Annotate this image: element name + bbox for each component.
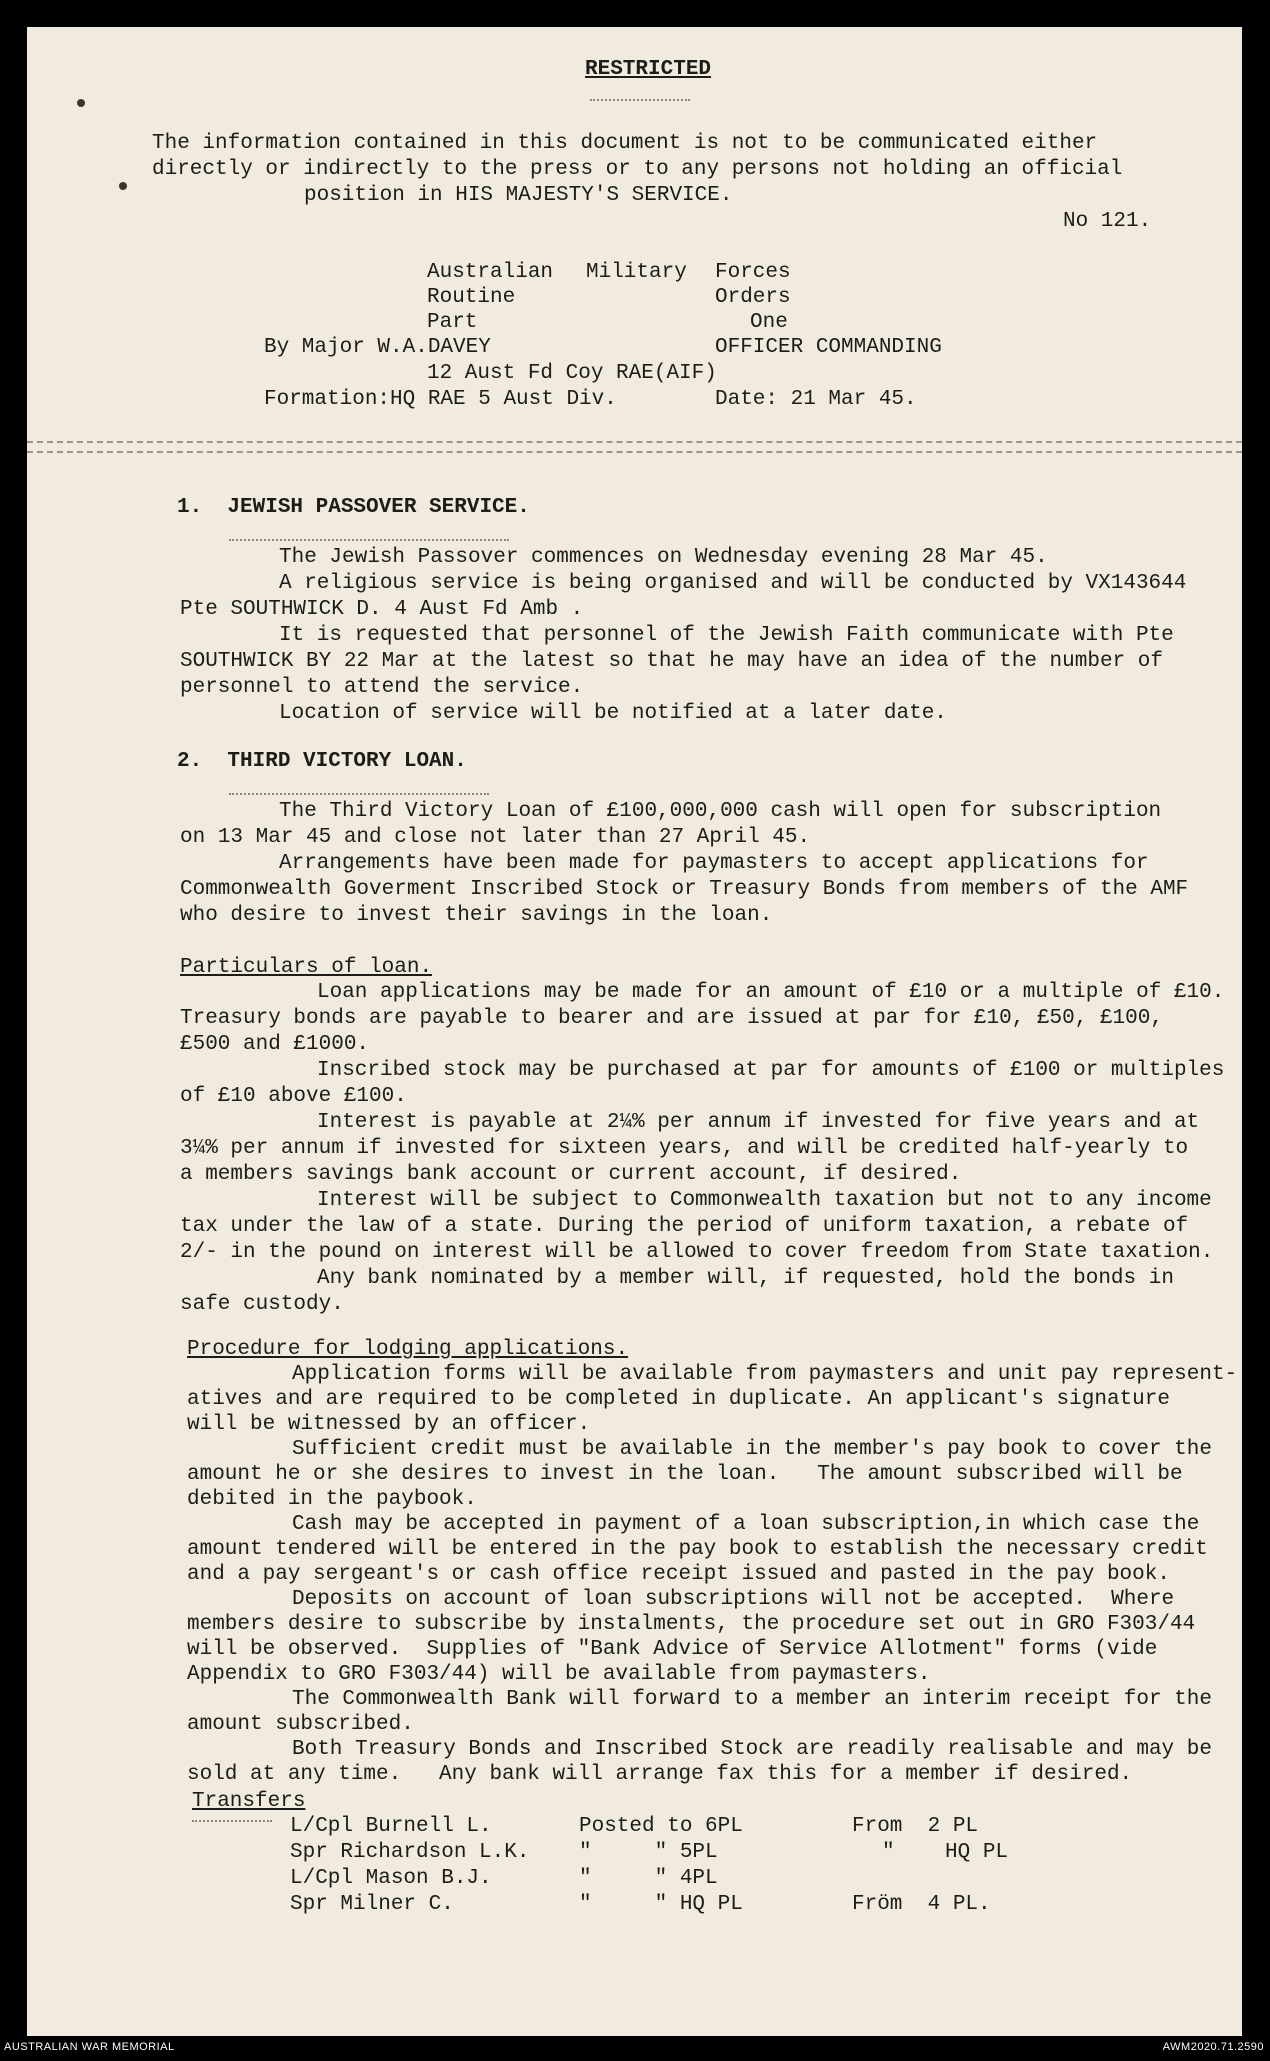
section-1-line: A religious service is being organised and will be conducted by VX143644	[279, 572, 1187, 595]
particulars-line: Loan applications may be made for an amount of £10 or a multiple of £10.	[317, 981, 1225, 1004]
particulars-line: a members savings bank account or current account, if desired.	[180, 1163, 962, 1186]
punch-hole	[77, 99, 85, 107]
particulars-line: 3¼% per annum if invested for sixteen years, and will be credited half-yearly to	[180, 1137, 1189, 1160]
document-page	[27, 27, 1242, 2036]
procedure-line: Application forms will be available from paymasters and unit pay represent-	[292, 1363, 1238, 1386]
title-orders: Orders	[715, 286, 791, 309]
particulars-line: Inscribed stock may be purchased at par for amounts of £100 or multiples	[317, 1059, 1225, 1082]
transfer-to: Posted to 6PL	[579, 1815, 743, 1838]
title-routine: Routine	[427, 286, 516, 309]
section-2-line: The Third Victory Loan of £100,000,000 cash will open for subscription	[279, 800, 1162, 823]
transfer-from: From 2 PL	[852, 1815, 979, 1838]
section-2-line: Commonwealth Goverment Inscribed Stock or Treasury Bonds from members of the AMF	[180, 878, 1189, 901]
transfer-to: " " HQ PL	[579, 1893, 743, 1916]
section-1-line: The Jewish Passover commences on Wednesday evening 28 Mar 45.	[279, 546, 1048, 569]
order-date: Date: 21 Mar 45.	[715, 388, 917, 411]
warning-line-1: The information contained in this document is not to be communicated either	[152, 132, 1098, 155]
section-1-line: Location of service will be notified at a later date.	[279, 702, 947, 725]
officer-commanding: OFFICER COMMANDING	[715, 336, 942, 359]
procedure-line: will be observed. Supplies of "Bank Advice of Service Allotment" forms (vide	[187, 1638, 1158, 1661]
transfers-heading: Transfers	[192, 1790, 306, 1813]
procedure-line: Sufficient credit must be available in the member's pay book to cover the	[292, 1438, 1212, 1461]
particulars-line: Any bank nominated by a member will, if requested, hold the bonds in	[317, 1267, 1174, 1290]
title-military: Military	[586, 261, 687, 284]
particulars-heading: Particulars of loan.	[180, 956, 433, 979]
procedure-line: Both Treasury Bonds and Inscribed Stock are readily realisable and may be	[292, 1738, 1212, 1761]
procedure-line: Deposits on account of loan subscriptions will not be accepted. Where	[292, 1588, 1175, 1611]
procedure-line: Cash may be accepted in payment of a loan subscription,in which case the	[292, 1513, 1200, 1536]
transfer-from: Fröm 4 PL.	[852, 1893, 991, 1916]
dotted-rule	[229, 539, 509, 541]
title-part: Part	[427, 311, 478, 334]
warning-line-2: directly or indirectly to the press or to any persons not holding an official	[152, 158, 1123, 181]
procedure-line: The Commonwealth Bank will forward to a member an interim receipt for the	[292, 1688, 1212, 1711]
archive-credit: AUSTRALIAN WAR MEMORIAL	[4, 2041, 175, 2053]
formation: Formation:HQ RAE 5 Aust Div.	[264, 388, 617, 411]
particulars-line: safe custody.	[180, 1293, 344, 1316]
particulars-line: Treasury bonds are payable to bearer and are issued at par for £10, £50, £100,	[180, 1007, 1163, 1030]
unit-name: 12 Aust Fd Coy RAE(AIF)	[427, 362, 717, 385]
section-2-line: on 13 Mar 45 and close not later than 27 April 45.	[180, 826, 811, 849]
perforation-line	[27, 441, 1242, 443]
transfer-from: " HQ PL	[882, 1841, 1009, 1864]
issued-by: By Major W.A.DAVEY	[264, 336, 491, 359]
title-one: One	[750, 311, 788, 334]
title-australian: Australian	[427, 261, 554, 284]
procedure-line: atives and are required to be completed in duplicate. An applicant's signature	[187, 1388, 1170, 1411]
section-1-line: SOUTHWICK BY 22 Mar at the latest so that he may have an idea of the number of	[180, 650, 1163, 673]
procedure-line: amount tendered will be entered in the pay book to establish the necessary credit	[187, 1538, 1208, 1561]
perforation-line	[27, 451, 1242, 453]
warning-line-3: position in HIS MAJESTY'S SERVICE.	[304, 184, 733, 207]
particulars-line: Interest will be subject to Commonwealth taxation but not to any income	[317, 1189, 1212, 1212]
section-2-line: who desire to invest their savings in the loan.	[180, 904, 773, 927]
procedure-line: and a pay sergeant's or cash office receipt issued and pasted in the pay book.	[187, 1563, 1170, 1586]
section-2-line: Arrangements have been made for paymasters to accept applications for	[279, 852, 1149, 875]
section-1-line: It is requested that personnel of the Jewish Faith communicate with Pte	[279, 624, 1174, 647]
section-1-line: personnel to attend the service.	[180, 676, 584, 699]
dotted-rule	[192, 1820, 272, 1822]
particulars-line: £500 and £1000.	[180, 1033, 370, 1056]
particulars-line: of £10 above £100.	[180, 1085, 407, 1108]
transfer-to: " " 5PL	[579, 1841, 718, 1864]
particulars-line: tax under the law of a state. During the period of uniform taxation, a rebate of	[180, 1215, 1189, 1238]
punch-hole	[119, 182, 127, 190]
procedure-line: amount subscribed.	[187, 1713, 414, 1736]
transfer-name: Spr Milner C.	[290, 1893, 454, 1916]
procedure-line: Appendix to GRO F303/44) will be available from paymasters.	[187, 1663, 931, 1686]
procedure-line: will be witnessed by an officer.	[187, 1413, 591, 1436]
procedure-line: debited in the paybook.	[187, 1488, 477, 1511]
transfer-name: L/Cpl Mason B.J.	[290, 1867, 492, 1890]
particulars-line: Interest is payable at 2¼% per annum if invested for five years and at	[317, 1111, 1200, 1134]
title-forces: Forces	[715, 261, 791, 284]
transfer-name: Spr Richardson L.K.	[290, 1841, 530, 1864]
particulars-line: 2/- in the pound on interest will be allowed to cover freedom from State taxation.	[180, 1241, 1214, 1264]
procedure-line: amount he or she desires to invest in the loan. The amount subscribed will be	[187, 1463, 1183, 1486]
procedure-heading: Procedure for lodging applications.	[187, 1338, 629, 1361]
dotted-rule	[590, 99, 690, 101]
accession-number: AWM2020.71.2590	[1162, 2041, 1264, 2053]
classification-label: RESTRICTED	[585, 58, 712, 81]
procedure-line: members desire to subscribe by instalments, the procedure set out in GRO F303/44	[187, 1613, 1196, 1636]
section-2-heading: 2. THIRD VICTORY LOAN.	[177, 750, 467, 773]
transfer-name: L/Cpl Burnell L.	[290, 1815, 492, 1838]
dotted-rule	[229, 793, 489, 795]
section-1-line: Pte SOUTHWICK D. 4 Aust Fd Amb .	[180, 598, 584, 621]
transfer-to: " " 4PL	[579, 1867, 718, 1890]
order-number: No 121.	[1063, 210, 1152, 233]
procedure-line: sold at any time. Any bank will arrange fax this for a member if desired.	[187, 1763, 1133, 1786]
section-1-heading: 1. JEWISH PASSOVER SERVICE.	[177, 496, 530, 519]
